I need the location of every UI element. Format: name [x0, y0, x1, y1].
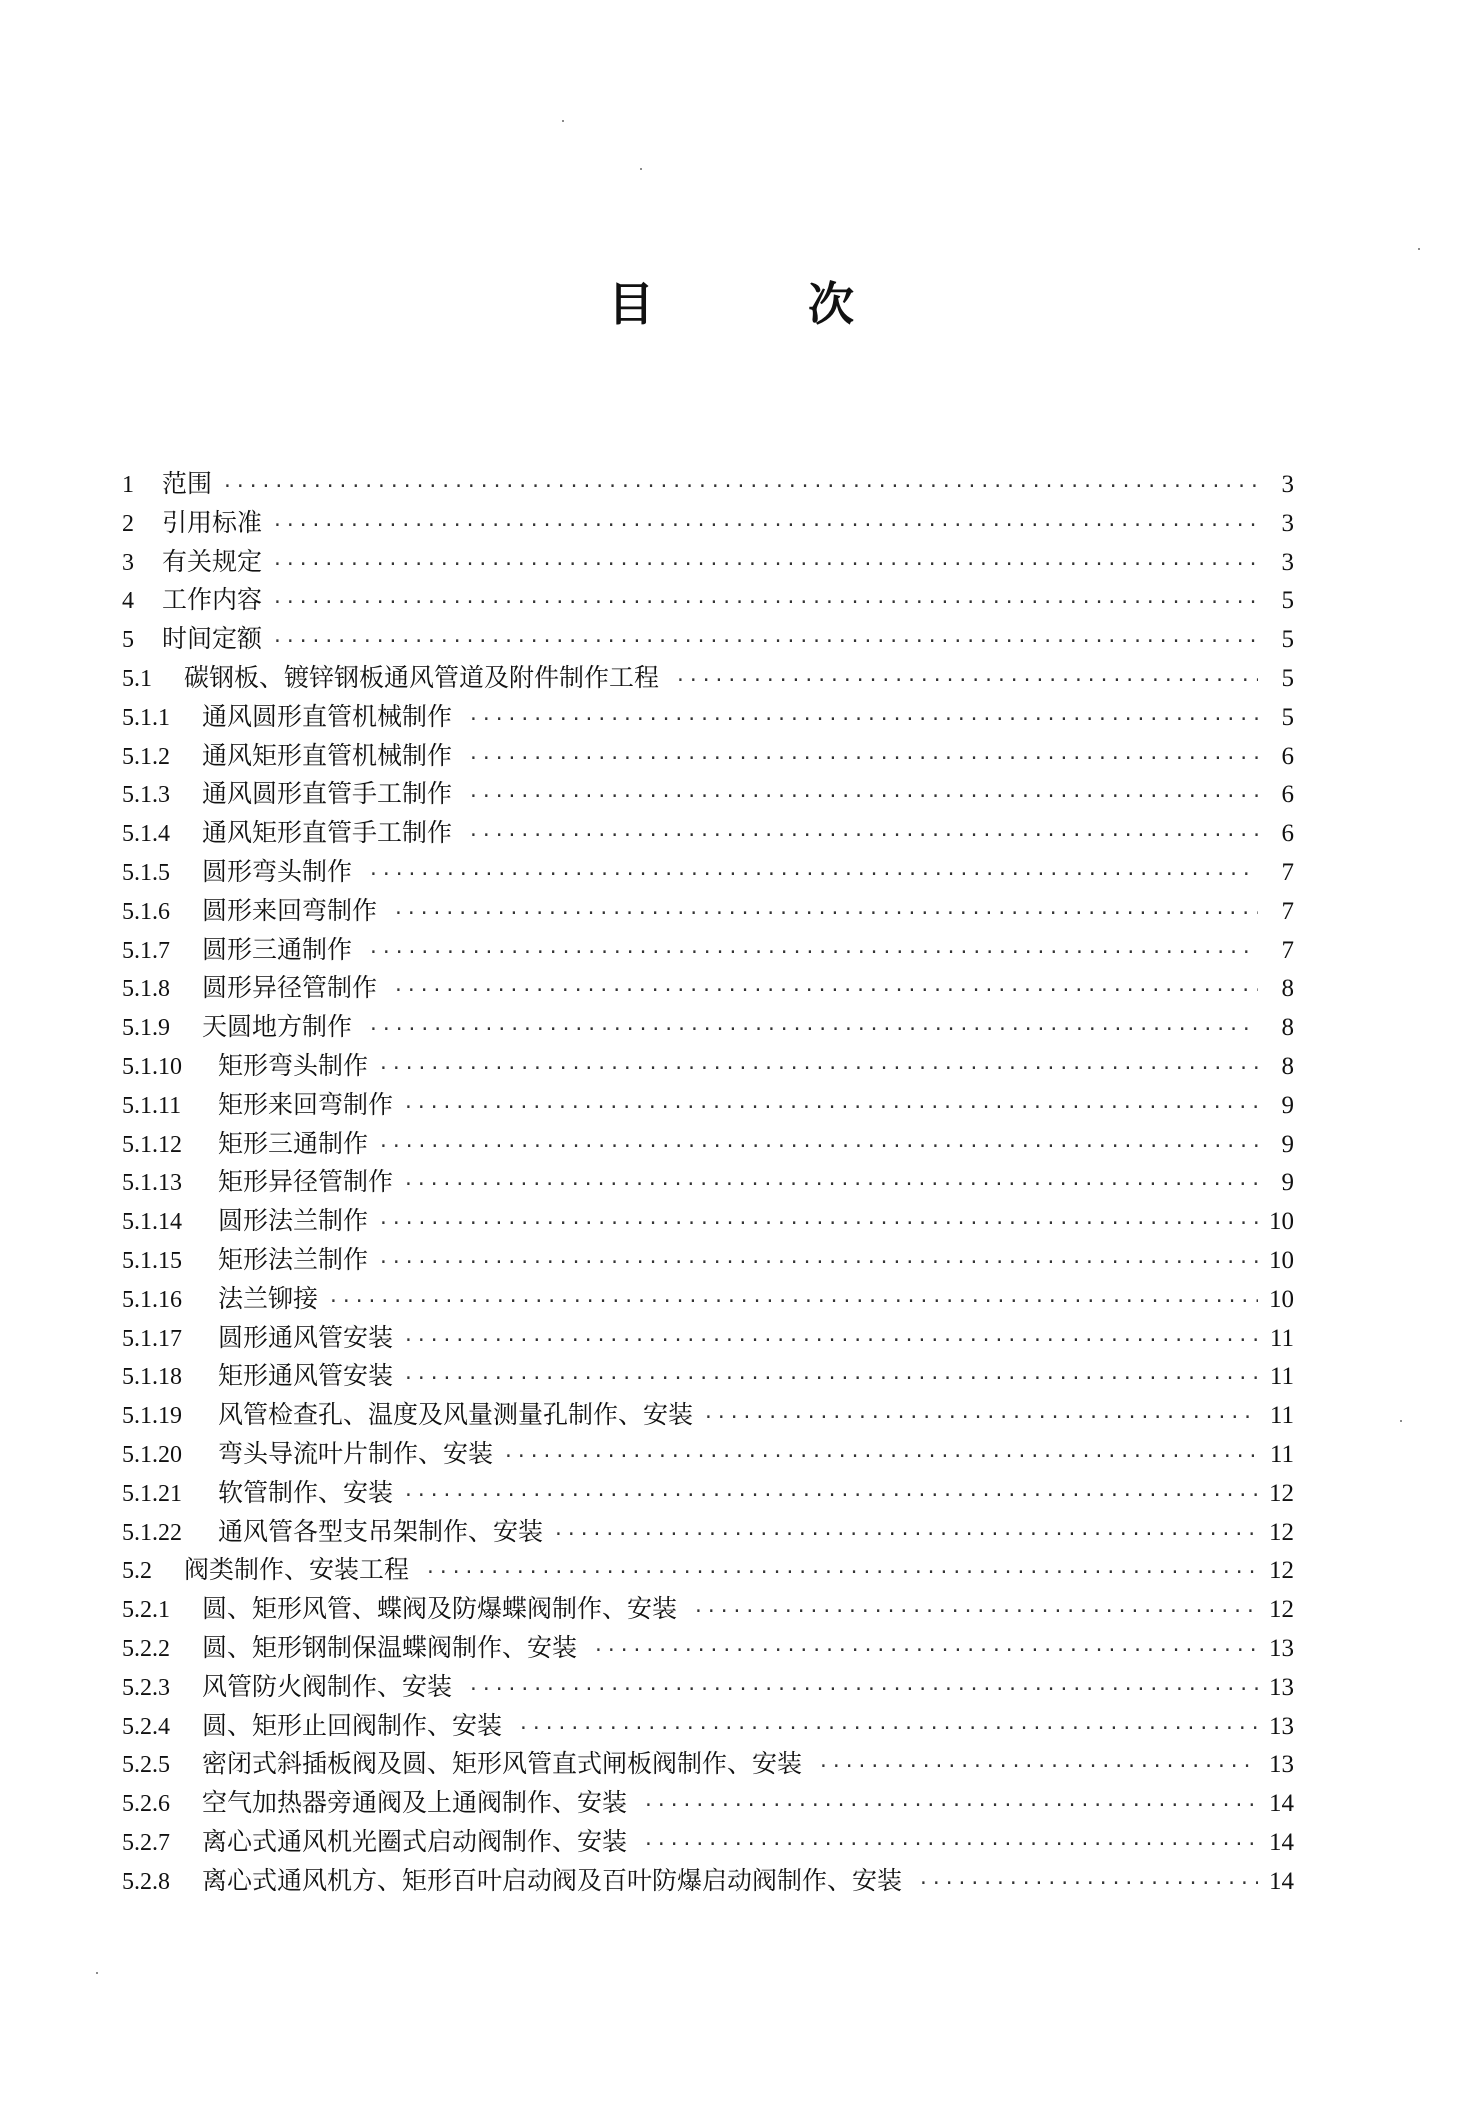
toc-entry[interactable]: [122, 1629, 1294, 1668]
toc-entry-label: 密闭式斜插板阀及圆、矩形风管直式闸板阀制作、安装: [202, 1749, 803, 1779]
toc-entry-page: 11: [1269, 1440, 1294, 1468]
toc-dot-leader: [222, 468, 1258, 507]
toc-entry[interactable]: [122, 1125, 1294, 1164]
toc-entry-number: 5.2.8: [122, 1868, 170, 1895]
toc-entry-number: 5.1.17: [122, 1325, 182, 1352]
toc-entry[interactable]: [122, 1668, 1294, 1707]
toc-entry-label: 圆、矩形钢制保温蝶阀制作、安装: [202, 1632, 578, 1662]
toc-dot-leader: [368, 934, 1258, 973]
toc-entry[interactable]: [122, 1590, 1294, 1629]
toc-entry-label: 圆、矩形止回阀制作、安装: [202, 1710, 503, 1740]
toc-entry[interactable]: [122, 1163, 1294, 1202]
toc-entry-number: 3: [122, 549, 134, 576]
toc-entry-number: 5.2.6: [122, 1791, 170, 1818]
toc-entry-page: 11: [1269, 1363, 1294, 1391]
toc-entry-number: 5.1.4: [122, 821, 170, 848]
toc-entry-page: 12: [1269, 1518, 1294, 1546]
toc-dot-leader: [393, 972, 1258, 1011]
toc-entry-page: 5: [1281, 703, 1294, 731]
toc-entry-page: 6: [1281, 742, 1294, 770]
toc-dot-leader: [643, 1787, 1258, 1826]
toc-entry-number: 5.1.22: [122, 1519, 182, 1546]
toc-entry[interactable]: [122, 814, 1294, 853]
toc-dot-leader: [425, 1554, 1258, 1593]
toc-entry[interactable]: [122, 892, 1294, 931]
toc-entry[interactable]: [122, 1551, 1294, 1590]
toc-dot-leader: [272, 507, 1258, 546]
toc-dot-leader: [553, 1516, 1258, 1555]
toc-entry-number: 5.2.5: [122, 1752, 170, 1779]
toc-entry-number: 5.1.6: [122, 898, 170, 925]
toc-dot-leader: [403, 1477, 1258, 1516]
toc-dot-leader: [272, 546, 1258, 585]
toc-entry-page: 10: [1269, 1246, 1294, 1274]
toc-dot-leader: [468, 740, 1258, 779]
toc-entry-number: 5.1.21: [122, 1480, 182, 1507]
toc-entry-number: 5.1.5: [122, 859, 170, 886]
toc-entry-page: 8: [1281, 975, 1294, 1003]
toc-dot-leader: [468, 1671, 1258, 1710]
toc-dot-leader: [403, 1360, 1258, 1399]
toc-entry-number: 5.2: [122, 1558, 152, 1585]
toc-entry-number: 5: [122, 627, 134, 654]
toc-entry-page: 5: [1281, 587, 1294, 615]
toc-entry-page: 11: [1269, 1324, 1294, 1352]
toc-dot-leader: [468, 701, 1258, 740]
toc-dot-leader: [593, 1632, 1258, 1671]
toc-entry-number: 5.1: [122, 665, 152, 692]
toc-entry-page: 13: [1269, 1634, 1294, 1662]
toc-entry-number: 5.1.15: [122, 1247, 182, 1274]
toc-entry[interactable]: [122, 1513, 1294, 1552]
toc-entry[interactable]: [122, 1435, 1294, 1474]
toc-entry-page: 8: [1281, 1014, 1294, 1042]
toc-entry-number: 5.1.20: [122, 1441, 182, 1468]
toc-dot-leader: [368, 856, 1258, 895]
toc-entry-label: 通风矩形直管手工制作: [202, 818, 453, 848]
toc-dot-leader: [918, 1865, 1258, 1904]
toc-dot-leader: [503, 1438, 1258, 1477]
toc-entry-page: 5: [1281, 626, 1294, 654]
toc-entry-label: 圆形弯头制作: [202, 856, 353, 886]
page-title: [0, 268, 1466, 334]
toc-dot-leader: [272, 623, 1258, 662]
scan-speck: [562, 120, 564, 122]
toc-entry-label: 离心式通风机光圈式启动阀制作、安装: [202, 1826, 628, 1856]
toc-entry[interactable]: [122, 1784, 1294, 1823]
toc-entry-label: 阀类制作、安装工程: [184, 1555, 410, 1585]
toc-entry-page: 6: [1281, 781, 1294, 809]
toc-entry-number: 5.1.2: [122, 743, 170, 770]
toc-entry-page: 11: [1269, 1402, 1294, 1430]
toc-entry-page: 13: [1269, 1712, 1294, 1740]
toc-entry-page: 14: [1269, 1867, 1294, 1895]
toc-entry-number: 5.1.1: [122, 704, 170, 731]
toc-entry-label: 离心式通风机方、矩形百叶启动阀及百叶防爆启动阀制作、安装: [202, 1865, 903, 1895]
toc-entry-label: 圆形异径管制作: [202, 973, 378, 1003]
toc-dot-leader: [703, 1399, 1258, 1438]
toc-entry-label: 空气加热器旁通阀及上通阀制作、安装: [202, 1788, 628, 1818]
toc-dot-leader: [818, 1748, 1258, 1787]
toc-dot-leader: [393, 895, 1258, 934]
toc-dot-leader: [328, 1283, 1258, 1322]
toc-entry-label: 天圆地方制作: [202, 1012, 353, 1042]
toc-entry-page: 14: [1269, 1790, 1294, 1818]
toc-entry-number: 5.2.1: [122, 1597, 170, 1624]
toc-entry-number: 5.2.7: [122, 1829, 170, 1856]
toc-dot-leader: [403, 1166, 1258, 1205]
toc-entry-page: 13: [1269, 1751, 1294, 1779]
title-char-right: 次: [808, 277, 858, 331]
toc-entry-number: 5.1.18: [122, 1364, 182, 1391]
toc-entry-page: 12: [1269, 1557, 1294, 1585]
toc-entry-label: 碳钢板、镀锌钢板通风管道及附件制作工程: [184, 662, 660, 692]
toc-entry-label: 弯头导流叶片制作、安装: [218, 1438, 494, 1468]
toc-entry-page: 9: [1281, 1130, 1294, 1158]
toc-entry-label: 矩形法兰制作: [218, 1244, 369, 1274]
toc-dot-leader: [403, 1322, 1258, 1361]
toc-entry-number: 5.1.16: [122, 1286, 182, 1313]
toc-entry-page: 13: [1269, 1673, 1294, 1701]
toc-dot-leader: [675, 662, 1258, 701]
toc-entry-number: 5.1.8: [122, 976, 170, 1003]
toc-entry[interactable]: [122, 465, 1294, 504]
toc-entry[interactable]: [122, 1280, 1294, 1319]
toc-dot-leader: [272, 584, 1258, 623]
toc-entry-label: 风管防火阀制作、安装: [202, 1671, 453, 1701]
toc-dot-leader: [693, 1593, 1258, 1632]
toc-entry[interactable]: [122, 1823, 1294, 1862]
toc-dot-leader: [468, 778, 1258, 817]
toc-entry-page: 12: [1269, 1596, 1294, 1624]
toc-entry-page: 10: [1269, 1285, 1294, 1313]
toc-entry-number: 5.2.2: [122, 1635, 170, 1662]
title-char-left: 目: [608, 277, 658, 331]
toc-entry-page: 14: [1269, 1828, 1294, 1856]
toc-entry-number: 5.1.19: [122, 1403, 182, 1430]
toc-entry-page: 7: [1281, 897, 1294, 925]
toc-entry-label: 矩形来回弯制作: [218, 1089, 394, 1119]
toc-entry-label: 矩形异径管制作: [218, 1167, 394, 1197]
toc-entry-page: 9: [1281, 1169, 1294, 1197]
toc-entry-label: 通风管各型支吊架制作、安装: [218, 1516, 544, 1546]
toc-dot-leader: [403, 1089, 1258, 1128]
toc-entry-page: 10: [1269, 1208, 1294, 1236]
toc-entry-page: 5: [1281, 664, 1294, 692]
toc-entry[interactable]: [122, 1707, 1294, 1746]
toc-entry-number: 5.1.14: [122, 1209, 182, 1236]
table-of-contents: [122, 465, 1294, 1900]
toc-entry-page: 3: [1281, 471, 1294, 498]
toc-entry-label: 工作内容: [162, 585, 263, 615]
toc-entry[interactable]: [122, 853, 1294, 892]
toc-entry[interactable]: [122, 698, 1294, 737]
toc-dot-leader: [378, 1050, 1258, 1089]
toc-entry[interactable]: [122, 1357, 1294, 1396]
toc-entry-page: 3: [1281, 548, 1294, 576]
toc-entry-label: 时间定额: [162, 624, 263, 654]
toc-entry-label: 通风矩形直管机械制作: [202, 740, 453, 770]
toc-entry-number: 5.2.3: [122, 1674, 170, 1701]
toc-dot-leader: [368, 1011, 1258, 1050]
toc-entry[interactable]: [122, 1008, 1294, 1047]
toc-entry-label: 矩形通风管安装: [218, 1361, 394, 1391]
toc-entry-label: 圆形来回弯制作: [202, 895, 378, 925]
toc-entry[interactable]: [122, 1396, 1294, 1435]
toc-entry[interactable]: [122, 620, 1294, 659]
toc-entry[interactable]: [122, 1862, 1294, 1901]
toc-entry[interactable]: [122, 1745, 1294, 1784]
toc-entry-label: 圆形三通制作: [202, 934, 353, 964]
toc-entry-label: 软管制作、安装: [218, 1477, 394, 1507]
toc-dot-leader: [378, 1244, 1258, 1283]
toc-entry-page: 6: [1281, 820, 1294, 848]
toc-entry-number: 5.1.9: [122, 1015, 170, 1042]
toc-entry-label: 范围: [162, 469, 213, 498]
toc-entry-label: 通风圆形直管机械制作: [202, 701, 453, 731]
toc-entry-label: 矩形三通制作: [218, 1128, 369, 1158]
toc-entry-number: 2: [122, 510, 134, 537]
toc-entry[interactable]: [122, 659, 1294, 698]
toc-entry[interactable]: [122, 931, 1294, 970]
toc-entry-label: 风管检查孔、温度及风量测量孔制作、安装: [218, 1400, 694, 1430]
toc-entry[interactable]: [122, 775, 1294, 814]
toc-entry-page: 12: [1269, 1479, 1294, 1507]
toc-entry-label: 矩形弯头制作: [218, 1050, 369, 1080]
toc-entry-number: 1: [122, 472, 134, 498]
toc-dot-leader: [378, 1205, 1258, 1244]
scan-speck: [640, 168, 642, 170]
toc-dot-leader: [518, 1710, 1258, 1749]
toc-entry-label: 圆、矩形风管、蝶阀及防爆蝶阀制作、安装: [202, 1594, 678, 1624]
toc-entry[interactable]: [122, 504, 1294, 543]
toc-entry[interactable]: [122, 1241, 1294, 1280]
toc-dot-leader: [468, 817, 1258, 856]
toc-entry-page: 3: [1281, 509, 1294, 537]
scan-speck: [1400, 1420, 1402, 1422]
scan-speck: [96, 1972, 98, 1974]
toc-dot-leader: [643, 1826, 1258, 1865]
toc-entry-number: 5.1.12: [122, 1131, 182, 1158]
toc-entry[interactable]: [122, 737, 1294, 776]
toc-dot-leader: [378, 1128, 1258, 1167]
toc-entry-label: 有关规定: [162, 546, 263, 576]
toc-entry-number: 5.1.13: [122, 1170, 182, 1197]
toc-entry[interactable]: [122, 969, 1294, 1008]
toc-entry[interactable]: [122, 1202, 1294, 1241]
toc-entry-page: 8: [1281, 1052, 1294, 1080]
toc-entry-label: 圆形法兰制作: [218, 1206, 369, 1236]
toc-entry-number: 5.1.3: [122, 782, 170, 809]
toc-entry[interactable]: [122, 581, 1294, 620]
toc-entry-label: 通风圆形直管手工制作: [202, 779, 453, 809]
scan-speck: [1418, 248, 1420, 250]
toc-entry-page: 7: [1281, 858, 1294, 886]
toc-entry-page: 9: [1281, 1091, 1294, 1119]
toc-entry-page: 7: [1281, 936, 1294, 964]
toc-entry[interactable]: [122, 1086, 1294, 1125]
toc-entry-label: 法兰铆接: [218, 1283, 319, 1313]
toc-entry-number: 5.1.7: [122, 937, 170, 964]
toc-entry[interactable]: [122, 1047, 1294, 1086]
toc-entry-number: 4: [122, 588, 134, 615]
toc-entry[interactable]: [122, 543, 1294, 582]
toc-entry[interactable]: [122, 1319, 1294, 1358]
toc-entry[interactable]: [122, 1474, 1294, 1513]
toc-entry-number: 5.1.11: [122, 1092, 182, 1119]
toc-entry-number: 5.2.4: [122, 1713, 170, 1740]
toc-entry-label: 圆形通风管安装: [218, 1322, 394, 1352]
toc-entry-label: 引用标准: [162, 507, 263, 537]
toc-entry-number: 5.1.10: [122, 1053, 182, 1080]
